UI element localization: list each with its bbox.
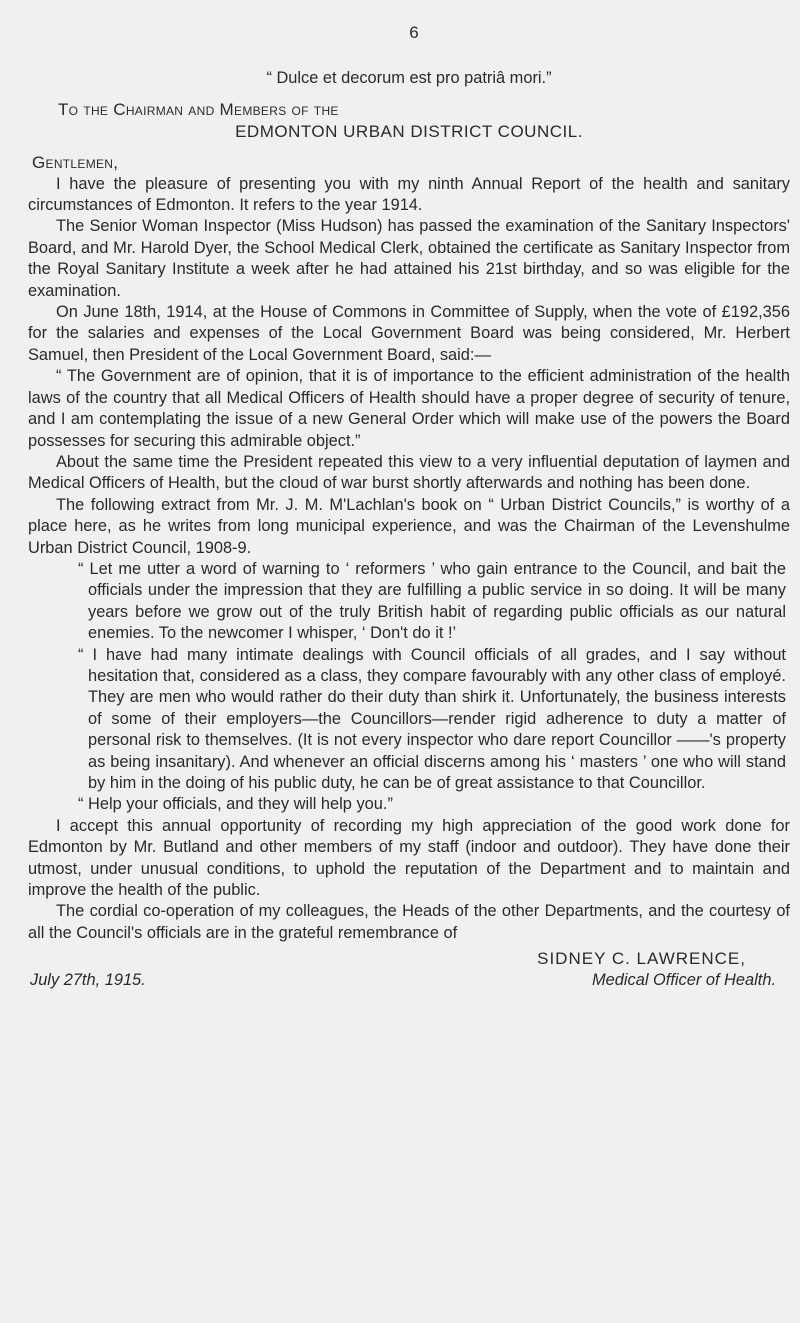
signature-name: SIDNEY C. LAWRENCE, xyxy=(537,949,746,969)
quotation-government: “ The Government are of opinion, that it is of importance to the efficient administration of the health laws of the country that all Medical Officers of Health should have a proper degree of security of tenure, and I am contemplating the issue of a new General Order which will make use of the powers the Board possesses for securing this admirable object.” xyxy=(28,367,790,450)
paragraph-appreciation: I accept this annual opportunity of recording my high appreciation of the good work done for Edmonton by Mr. Butland and other members of my staff (indoor and outdoor). They have done their utmost, under unusual conditions, to uphold the reputation of the Department and to maintain and improve the health of the public. xyxy=(28,816,790,900)
latin-motto: “ Dulce et decorum est pro patriâ mori.” xyxy=(266,69,552,87)
salutation: Gentlemen, xyxy=(32,153,119,173)
signature-date: July 27th, 1915. xyxy=(30,971,146,990)
page-number: 6 xyxy=(409,23,419,42)
paragraph-ninth-report: I have the pleasure of presenting you with my ninth Annual Report of the health and sanitary circumstances of Edmonton. It refers to the year 1914. xyxy=(28,174,790,215)
paragraph-co-operation: The cordial co-operation of my colleagues, the Heads of the other Departments, and the courtesy of all the Council's officials are in the grateful remembrance of xyxy=(28,902,790,942)
paragraph-house-of-commons: On June 18th, 1914, at the House of Commons in Committee of Supply, when the vote of £192,356 for the salaries and expenses of the Local Government Board was being considered, Mr. Herbert Samuel, then President of the Local Government Board, said:— xyxy=(28,303,790,364)
paragraph-inspectors: The Senior Woman Inspector (Miss Hudson) has passed the examination of the Sanitary Inspectors' Board, and Mr. Harold Dyer, the School Medical Clerk, obtained the certificate as Sanitary Inspector from the Royal Sanitary Institute a week after he had attained his 21st birthday, and so was eligible for the examination. xyxy=(28,217,790,300)
extract-help: “ Help your officials, and they will help you.” xyxy=(78,795,393,814)
address-council-name: EDMONTON URBAN DISTRICT COUNCIL. xyxy=(235,121,583,141)
extract-warning: “ Let me utter a word of warning to ‘ reformers ’ who gain entrance to the Council, and bait the officials under the impression that they are fulfilling a public service in so doing. It will be many years before we grow out of the truly British habit of regarding public officials as our natural enemies. To the newcomer I whisper, ‘ Don't do it !’ xyxy=(78,559,786,643)
address-line-1: To the Chairman and Members of the xyxy=(58,100,339,120)
signature-block xyxy=(28,948,790,992)
paragraph-deputation: About the same time the President repeated this view to a very influential deputation of laymen and Medical Officers of Health, but the cloud of war burst shortly afterwards and nothing has been done. xyxy=(28,452,790,493)
signature-title: Medical Officer of Health. xyxy=(591,971,776,990)
paragraph-extract-intro: The following extract from Mr. J. M. M'Lachlan's book on “ Urban District Councils,” is worthy of a place here, as he writes from long municipal experience, and was the Chairman of the Levenshulme Urban District Council, 1908-9. xyxy=(28,495,790,557)
extract-dealings: “ I have had many intimate dealings with Council officials of all grades, and I say without hesitation that, considered as a class, they compare favourably with any other class of employé. They are men who would rather do their duty than shirk it. Unfortunately, the business interests of some of their employers—the Councillors—render rigid adherence to duty a matter of personal risk to themselves. (It is not every inspector who dare report Councillor ——'s property as being insanitary). And whenever an official discerns among his ‘ masters ’ one who will stand by him in the doing of his public duty, he can be of great assistance to that Councillor. xyxy=(78,645,786,792)
